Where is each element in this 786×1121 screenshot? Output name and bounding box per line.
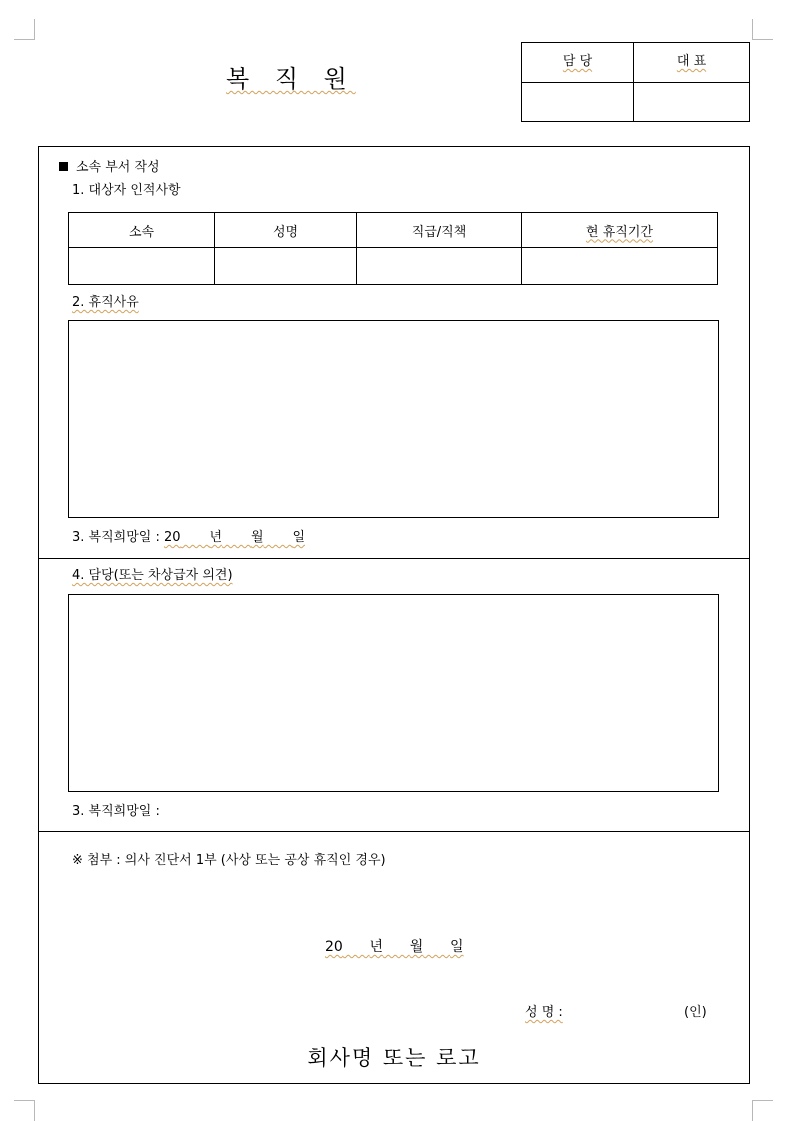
item3b-label: 3. 복직희망일 : [72,804,160,819]
approval-header-ceo: 대 표 [634,43,749,83]
item4-label: 4. 담당(또는 차상급자 의견) [72,568,233,583]
cell-department[interactable] [69,248,215,285]
personal-info-table [68,212,718,285]
approval-signature-manager[interactable] [522,83,634,121]
col-header-leave-period: 현 휴직기간 [522,213,718,248]
document-title: 복 직 원 [226,65,356,93]
divider [39,558,749,559]
col-header-position: 직급/직책 [357,213,522,248]
approval-signature-ceo[interactable] [634,83,749,121]
col-header-name: 성명 [215,213,357,248]
attachment-note: ※ 첨부 : 의사 진단서 1부 (사상 또는 공상 휴직인 경우) [72,853,386,868]
cell-position[interactable] [357,248,522,285]
approval-table [521,42,750,122]
crop-mark-top-left [14,19,35,40]
item2-label: 2. 휴직사유 [72,295,139,310]
company-name: 회사명 또는 로고 [307,1046,481,1070]
approval-header-manager: 담 당 [522,43,634,83]
crop-mark-top-right [752,19,773,40]
seal-mark: (인) [684,1005,707,1020]
item1-label: 1. 대상자 인적사항 [72,183,181,198]
item3a-label: 3. 복직희망일 : 20 년 월 일 [72,530,306,545]
cell-leave-period[interactable] [522,248,718,285]
form-body [38,146,750,1084]
manager-opinion-box[interactable] [68,594,719,792]
col-header-department: 소속 [69,213,215,248]
leave-reason-box[interactable] [68,320,719,518]
crop-mark-bottom-right [752,1100,773,1121]
divider [39,831,749,832]
sign-date[interactable]: 20 년 월 일 [325,939,464,955]
square-bullet-icon [59,162,68,171]
cell-name[interactable] [215,248,357,285]
return-date-field[interactable]: 20 년 월 일 [163,530,306,545]
signature-label: 성 명 : [525,1005,563,1020]
section-header: 소속 부서 작성 [59,160,160,176]
crop-mark-bottom-left [14,1100,35,1121]
